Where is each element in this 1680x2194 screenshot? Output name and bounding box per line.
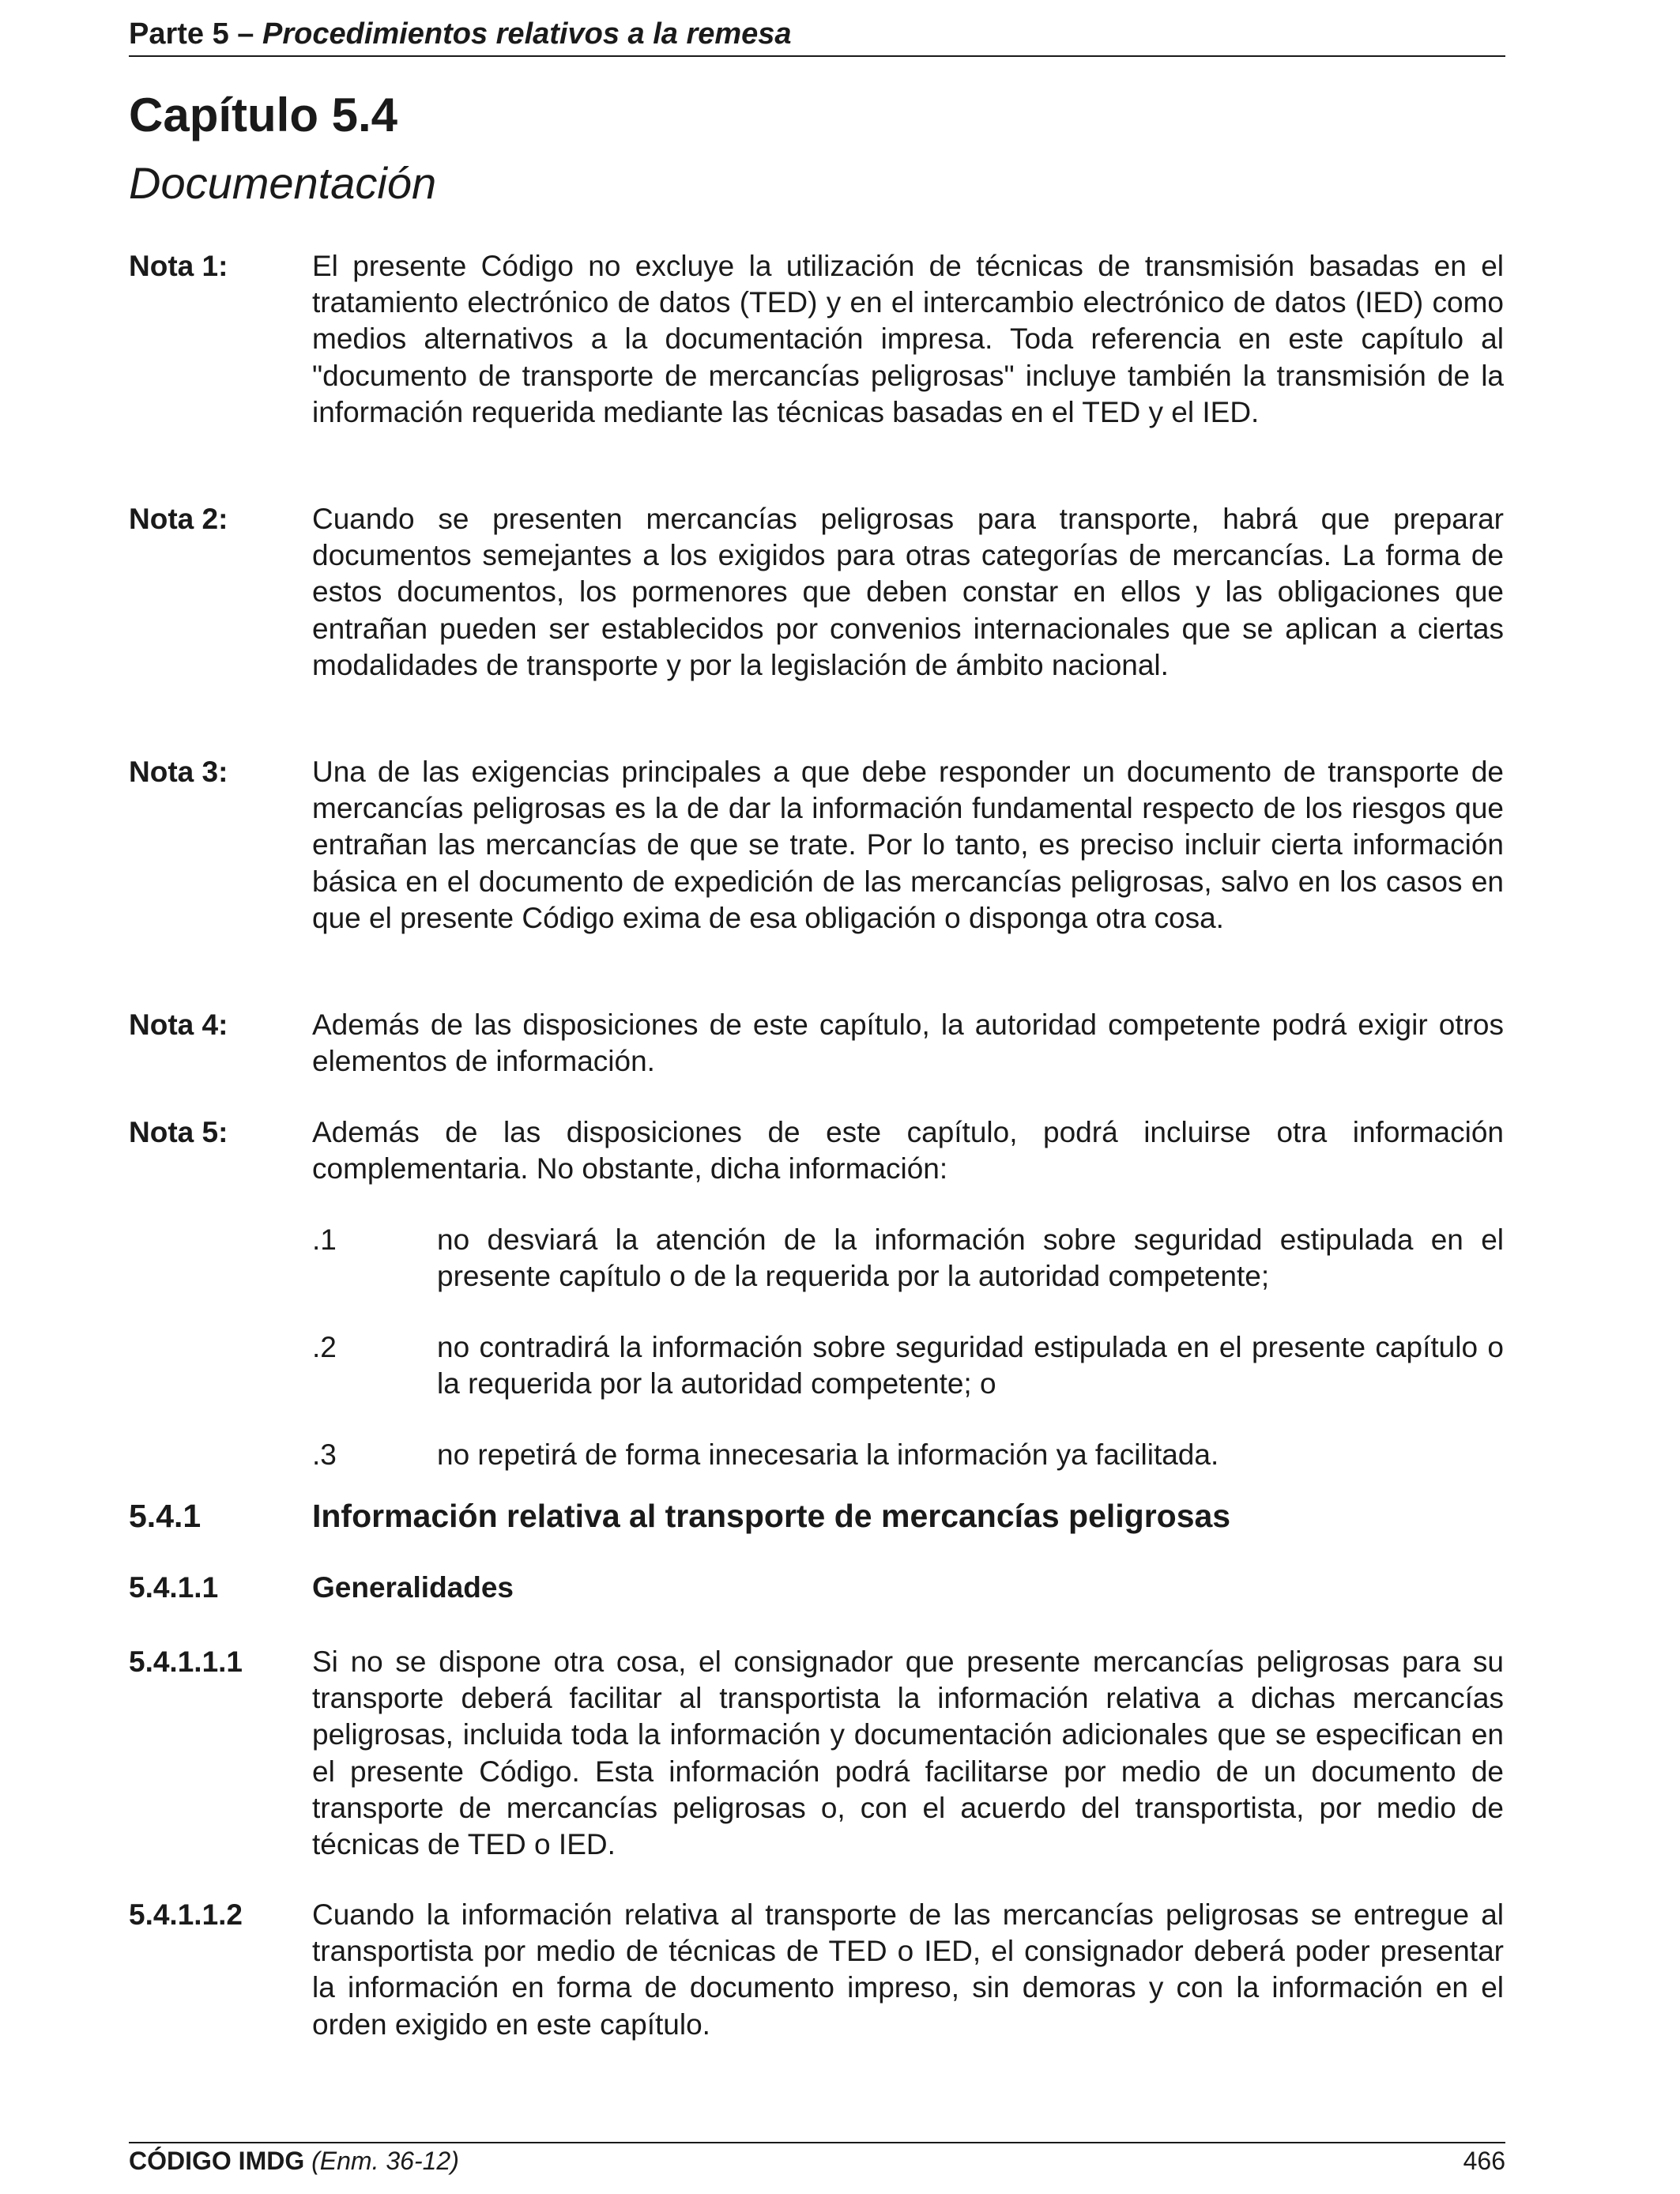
note-label: Nota 4: [129,1008,228,1041]
subsection-title: Generalidades [312,1571,514,1604]
chapter-title: Documentación [129,158,437,208]
part-title: Procedimientos relativos a la remesa [262,17,792,51]
list-item-number: .1 [312,1223,337,1256]
chapter-number: Capítulo 5.4 [129,89,398,141]
list-item-text: no repetirá de forma innecesaria la información ya facilitada. [437,1438,1219,1471]
list-item-number: .2 [312,1331,337,1363]
note-label: Nota 5: [129,1116,228,1148]
note-text: El presente Código no excluye la utilización de técnicas de transmisión basadas en el tratamiento electrónico de datos (TED) y en el intercambio electrónico de datos (IED) como medios alternativos a la documentación impresa. Toda referencia en este capítulo al "documento de transporte de mercancías peligrosas" incluye también la transmisión de la información requerida mediante las técnicas basadas en el TED y el IED. [312,250,1504,428]
running-header [129,14,1505,57]
section-number: 5.4.1 [129,1498,202,1534]
list-item-text: no desviará la atención de la información sobre seguridad estipulada en el presente capítulo o de la requerida por la autoridad competente; [437,1223,1504,1293]
code-name: CÓDIGO IMDG [129,2147,305,2175]
note-text: Además de las disposiciones de este capítulo, la autoridad competente podrá exigir otros elementos de información. [312,1008,1504,1078]
note-text: Una de las exigencias principales a que debe responder un documento de transporte de mercancías peligrosas es la de dar la información fundamental respecto de los riesgos que entrañan las mercancías de que se trate. Por lo tanto, es preciso incluir cierta información básica en el documento de expedición de las mercancías peligrosas, salvo en los casos en que el presente Código exima de esa obligación o disponga otra cosa. [312,756,1504,934]
running-footer [129,2142,1505,2178]
section-title: Información relativa al transporte de mercancías peligrosas [312,1498,1231,1534]
note-text: Cuando se presenten mercancías peligrosas para transporte, habrá que preparar documentos semejantes a los exigidos para otras categorías de mercancías. La forma de estos documentos, los pormenores que deben constar en ellos y las obligaciones que entrañan pueden ser establecidos por convenios internacionales que se aplican a ciertas modalidades de transporte y por la legislación de ámbito nacional. [312,503,1504,681]
paragraph-number: 5.4.1.1.2 [129,1898,243,1931]
note-label: Nota 3: [129,756,228,788]
note-label: Nota 1: [129,250,228,282]
note-text: Además de las disposiciones de este capítulo, podrá incluirse otra información complementaria. No obstante, dicha información: [312,1116,1504,1186]
subsection-number: 5.4.1.1 [129,1571,219,1604]
page-number: 466 [1463,2147,1505,2175]
paragraph-text: Si no se dispone otra cosa, el consignador que presente mercancías peligrosas para su transporte deberá facilitar al transportista la información relativa a dichas mercancías peligrosas, incluida toda la información y documentación adicionales que se especifican en el presente Código. Esta información podrá facilitarse por medio de un documento de transporte de mercancías peligrosas o, con el acuerdo del transportista, por medio de técnicas de TED o IED. [312,1646,1504,1861]
list-item-number: .3 [312,1438,337,1471]
part-label: Parte 5 – [129,17,254,51]
note-label: Nota 2: [129,503,228,535]
list-item-text: no contradirá la información sobre seguridad estipulada en el presente capítulo o la requerida por la autoridad competente; o [437,1331,1504,1400]
paragraph-number: 5.4.1.1.1 [129,1646,243,1678]
paragraph-text: Cuando la información relativa al transporte de las mercancías peligrosas se entregue al transportista por medio de técnicas de TED o IED, el consignador deberá poder presentar la información en forma de documento impreso, sin demoras y con la información en el orden exigido en este capítulo. [312,1898,1504,2041]
amendment: (Enm. 36-12) [311,2147,459,2175]
